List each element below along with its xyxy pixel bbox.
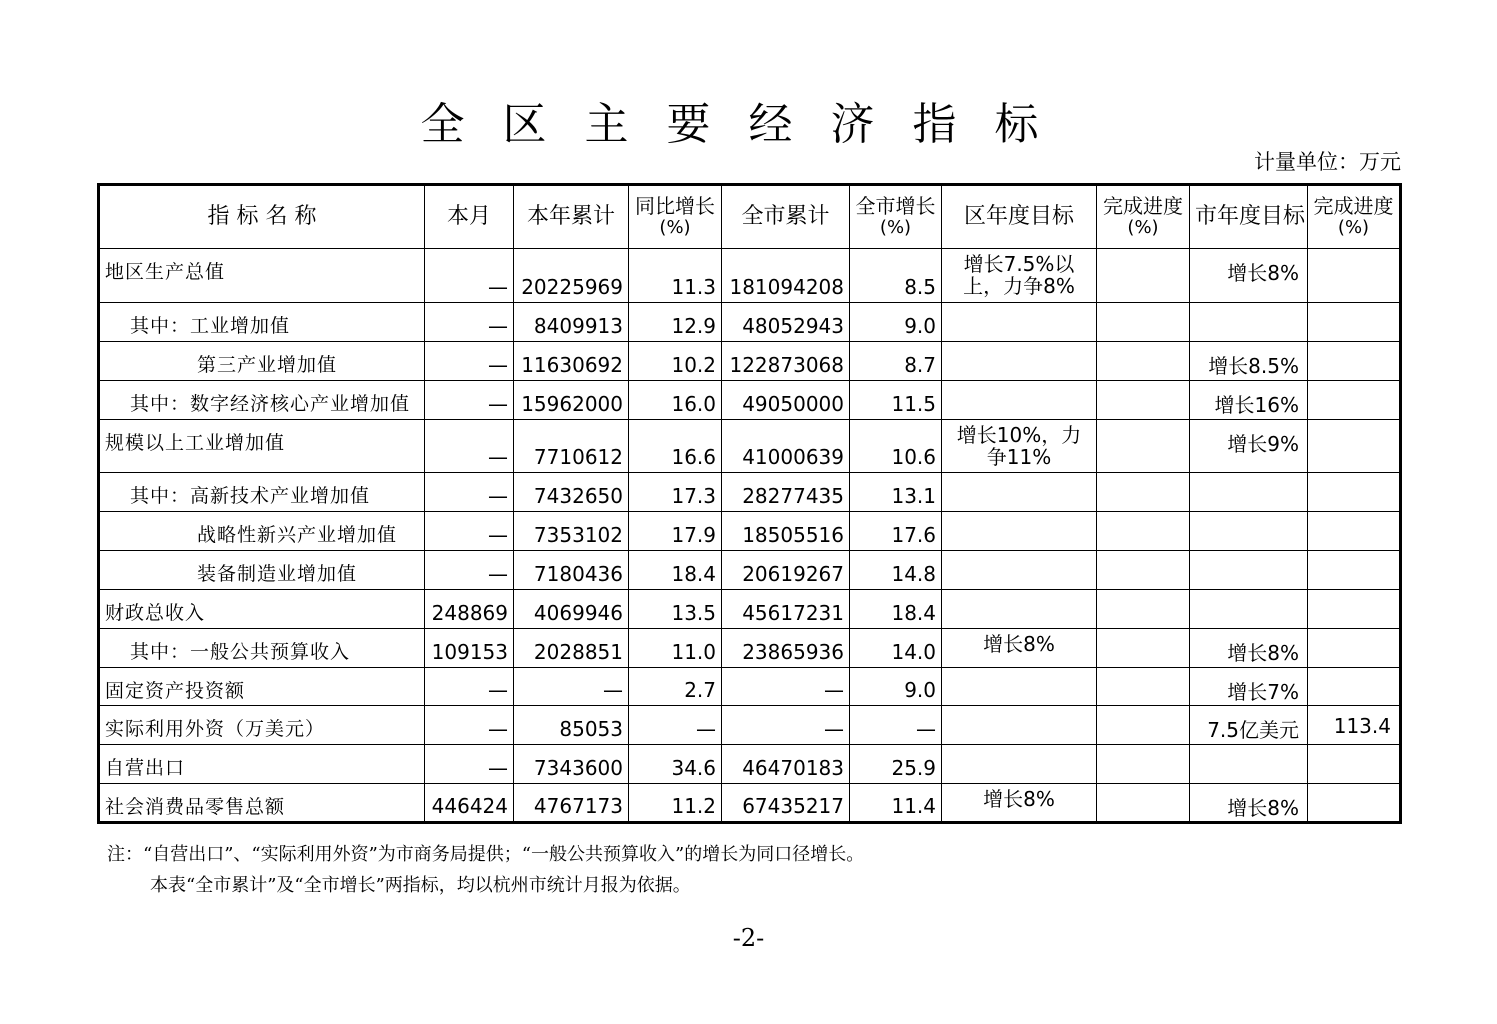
cell-city-ytd: 45617231 <box>722 590 850 629</box>
cell-city-ytd: 67435217 <box>722 784 850 823</box>
cell-yoy: 10.2 <box>629 342 722 381</box>
cell-ytd: — <box>514 668 629 706</box>
cell-progress1 <box>1097 745 1190 784</box>
cell-city-growth: — <box>850 706 942 745</box>
cell-progress2 <box>1308 668 1401 706</box>
table-row <box>99 249 1401 303</box>
cell-city-target: 增长16% <box>1190 381 1308 420</box>
cell-city-target: 增长8% <box>1190 629 1308 668</box>
cell-district-target: 增长8% <box>942 784 1097 823</box>
cell-city-growth: 8.5 <box>850 249 942 303</box>
cell-city-ytd: 41000639 <box>722 420 850 473</box>
cell-ytd: 4069946 <box>514 590 629 629</box>
cell-yoy: 17.9 <box>629 512 722 551</box>
note-line-2: 本表“全市累计”及“全市增长”两指标，均以杭州市统计月报为依据。 <box>150 875 691 896</box>
table-row <box>99 381 1401 420</box>
table-row <box>99 590 1401 629</box>
cell-city-ytd: 181094208 <box>722 249 850 303</box>
cell-month: 446424 <box>425 784 514 823</box>
cell-city-growth: 9.0 <box>850 668 942 706</box>
cell-month: — <box>425 706 514 745</box>
cell-progress1 <box>1097 420 1190 473</box>
cell-progress2 <box>1308 784 1401 823</box>
table-row <box>99 420 1401 473</box>
cell-city-growth: 14.0 <box>850 629 942 668</box>
cell-progress2 <box>1308 473 1401 512</box>
header-name: 指 标 名 称 <box>99 185 425 249</box>
cell-yoy: 16.6 <box>629 420 722 473</box>
cell-yoy: 17.3 <box>629 473 722 512</box>
cell-progress2 <box>1308 420 1401 473</box>
header-yoy: 同比增长 (%) <box>629 185 722 249</box>
cell-month: — <box>425 381 514 420</box>
cell-district-target <box>942 668 1097 706</box>
cell-ytd: 7353102 <box>514 512 629 551</box>
cell-name: 实际利用外资（万美元） <box>99 706 425 745</box>
cell-progress1 <box>1097 784 1190 823</box>
cell-name: 社会消费品零售总额 <box>99 784 425 823</box>
cell-ytd: 20225969 <box>514 249 629 303</box>
cell-ytd: 7180436 <box>514 551 629 590</box>
header-city-growth: 全市增长 (%) <box>850 185 942 249</box>
cell-progress2 <box>1308 249 1401 303</box>
cell-city-ytd: 122873068 <box>722 342 850 381</box>
cell-city-ytd: 18505516 <box>722 512 850 551</box>
cell-ytd: 7710612 <box>514 420 629 473</box>
cell-name: 自营出口 <box>99 745 425 784</box>
cell-city-target: 增长8.5% <box>1190 342 1308 381</box>
cell-name: 战略性新兴产业增加值 <box>99 512 425 551</box>
cell-ytd: 15962000 <box>514 381 629 420</box>
cell-progress1 <box>1097 551 1190 590</box>
table-row <box>99 303 1401 342</box>
cell-district-target <box>942 381 1097 420</box>
cell-ytd: 7432650 <box>514 473 629 512</box>
cell-yoy: 11.0 <box>629 629 722 668</box>
cell-progress2 <box>1308 551 1401 590</box>
cell-progress2 <box>1308 303 1401 342</box>
header-month: 本月 <box>425 185 514 249</box>
cell-district-target <box>942 706 1097 745</box>
cell-month: — <box>425 342 514 381</box>
cell-ytd: 2028851 <box>514 629 629 668</box>
cell-name: 其中：工业增加值 <box>99 303 425 342</box>
cell-progress1 <box>1097 473 1190 512</box>
cell-progress1 <box>1097 512 1190 551</box>
cell-name: 其中：一般公共预算收入 <box>99 629 425 668</box>
cell-city-target <box>1190 590 1308 629</box>
cell-city-growth: 17.6 <box>850 512 942 551</box>
cell-month: — <box>425 303 514 342</box>
cell-district-target: 增长10%，力争11% <box>942 420 1097 473</box>
cell-name: 地区生产总值 <box>99 249 425 303</box>
cell-yoy: 11.2 <box>629 784 722 823</box>
cell-yoy: 12.9 <box>629 303 722 342</box>
cell-district-target <box>942 745 1097 784</box>
header-city-target: 市年度目标 <box>1190 185 1308 249</box>
header-district-target: 区年度目标 <box>942 185 1097 249</box>
cell-city-growth: 9.0 <box>850 303 942 342</box>
table-row <box>99 342 1401 381</box>
cell-city-target: 增长7% <box>1190 668 1308 706</box>
cell-city-ytd: 28277435 <box>722 473 850 512</box>
cell-progress2: 113.4 <box>1308 706 1401 745</box>
cell-month: — <box>425 473 514 512</box>
header-ytd: 本年累计 <box>514 185 629 249</box>
cell-city-target <box>1190 512 1308 551</box>
cell-month: — <box>425 420 514 473</box>
cell-city-target: 增长9% <box>1190 420 1308 473</box>
cell-district-target <box>942 551 1097 590</box>
table-row <box>99 668 1401 706</box>
cell-city-growth: 13.1 <box>850 473 942 512</box>
cell-district-target <box>942 590 1097 629</box>
cell-city-target <box>1190 745 1308 784</box>
cell-progress1 <box>1097 668 1190 706</box>
header-progress-1: 完成进度 (%) <box>1097 185 1190 249</box>
cell-city-growth: 25.9 <box>850 745 942 784</box>
table-body <box>99 249 1401 823</box>
cell-month: 248869 <box>425 590 514 629</box>
cell-name: 第三产业增加值 <box>99 342 425 381</box>
cell-district-target: 增长7.5%以上，力争8% <box>942 249 1097 303</box>
table-row <box>99 473 1401 512</box>
cell-district-target <box>942 473 1097 512</box>
cell-ytd: 85053 <box>514 706 629 745</box>
cell-name: 规模以上工业增加值 <box>99 420 425 473</box>
cell-city-growth: 14.8 <box>850 551 942 590</box>
cell-progress1 <box>1097 249 1190 303</box>
cell-name: 固定资产投资额 <box>99 668 425 706</box>
cell-city-target <box>1190 473 1308 512</box>
cell-city-target <box>1190 303 1308 342</box>
cell-yoy: 18.4 <box>629 551 722 590</box>
cell-yoy: 13.5 <box>629 590 722 629</box>
cell-progress2 <box>1308 745 1401 784</box>
cell-progress1 <box>1097 629 1190 668</box>
header-city-ytd: 全市累计 <box>722 185 850 249</box>
cell-month: — <box>425 668 514 706</box>
cell-city-ytd: — <box>722 668 850 706</box>
cell-progress1 <box>1097 590 1190 629</box>
cell-progress2 <box>1308 342 1401 381</box>
cell-ytd: 8409913 <box>514 303 629 342</box>
cell-city-ytd: 46470183 <box>722 745 850 784</box>
cell-progress2 <box>1308 512 1401 551</box>
cell-city-target: 增长8% <box>1190 784 1308 823</box>
cell-city-ytd: 49050000 <box>722 381 850 420</box>
cell-progress2 <box>1308 381 1401 420</box>
cell-district-target <box>942 342 1097 381</box>
cell-yoy: 16.0 <box>629 381 722 420</box>
cell-district-target <box>942 303 1097 342</box>
cell-month: — <box>425 745 514 784</box>
page-title: 全区主要经济指标 <box>420 99 1077 150</box>
page-number: -2- <box>732 924 765 952</box>
cell-city-target: 增长8% <box>1190 249 1308 303</box>
header-progress-2: 完成进度 (%) <box>1308 185 1401 249</box>
table-row <box>99 784 1401 823</box>
cell-yoy: 11.3 <box>629 249 722 303</box>
table-header-row <box>99 185 1401 249</box>
cell-yoy: 34.6 <box>629 745 722 784</box>
unit-label: 计量单位：万元 <box>1254 150 1401 174</box>
table-row <box>99 706 1401 745</box>
indicators-table <box>97 183 1402 824</box>
cell-ytd: 7343600 <box>514 745 629 784</box>
cell-city-growth: 10.6 <box>850 420 942 473</box>
table-row <box>99 512 1401 551</box>
cell-ytd: 11630692 <box>514 342 629 381</box>
cell-city-growth: 8.7 <box>850 342 942 381</box>
cell-city-target <box>1190 551 1308 590</box>
cell-city-ytd: — <box>722 706 850 745</box>
cell-progress1 <box>1097 381 1190 420</box>
cell-month: 109153 <box>425 629 514 668</box>
table-row <box>99 551 1401 590</box>
cell-name: 装备制造业增加值 <box>99 551 425 590</box>
cell-name: 其中：数字经济核心产业增加值 <box>99 381 425 420</box>
cell-progress1 <box>1097 303 1190 342</box>
cell-name: 财政总收入 <box>99 590 425 629</box>
note-line-1: 注：“自营出口”、“实际利用外资”为市商务局提供；“一般公共预算收入”的增长为同口径增长。 <box>107 844 865 865</box>
cell-progress2 <box>1308 590 1401 629</box>
cell-city-growth: 18.4 <box>850 590 942 629</box>
cell-progress1 <box>1097 342 1190 381</box>
table-row <box>99 629 1401 668</box>
cell-district-target: 增长8% <box>942 629 1097 668</box>
cell-ytd: 4767173 <box>514 784 629 823</box>
cell-city-target: 7.5亿美元 <box>1190 706 1308 745</box>
cell-yoy: — <box>629 706 722 745</box>
cell-district-target <box>942 512 1097 551</box>
cell-city-ytd: 20619267 <box>722 551 850 590</box>
cell-city-growth: 11.4 <box>850 784 942 823</box>
cell-month: — <box>425 249 514 303</box>
cell-month: — <box>425 512 514 551</box>
cell-city-ytd: 48052943 <box>722 303 850 342</box>
cell-progress2 <box>1308 629 1401 668</box>
cell-progress1 <box>1097 706 1190 745</box>
cell-month: — <box>425 551 514 590</box>
cell-city-growth: 11.5 <box>850 381 942 420</box>
cell-city-ytd: 23865936 <box>722 629 850 668</box>
table-row <box>99 745 1401 784</box>
cell-name: 其中：高新技术产业增加值 <box>99 473 425 512</box>
cell-yoy: 2.7 <box>629 668 722 706</box>
